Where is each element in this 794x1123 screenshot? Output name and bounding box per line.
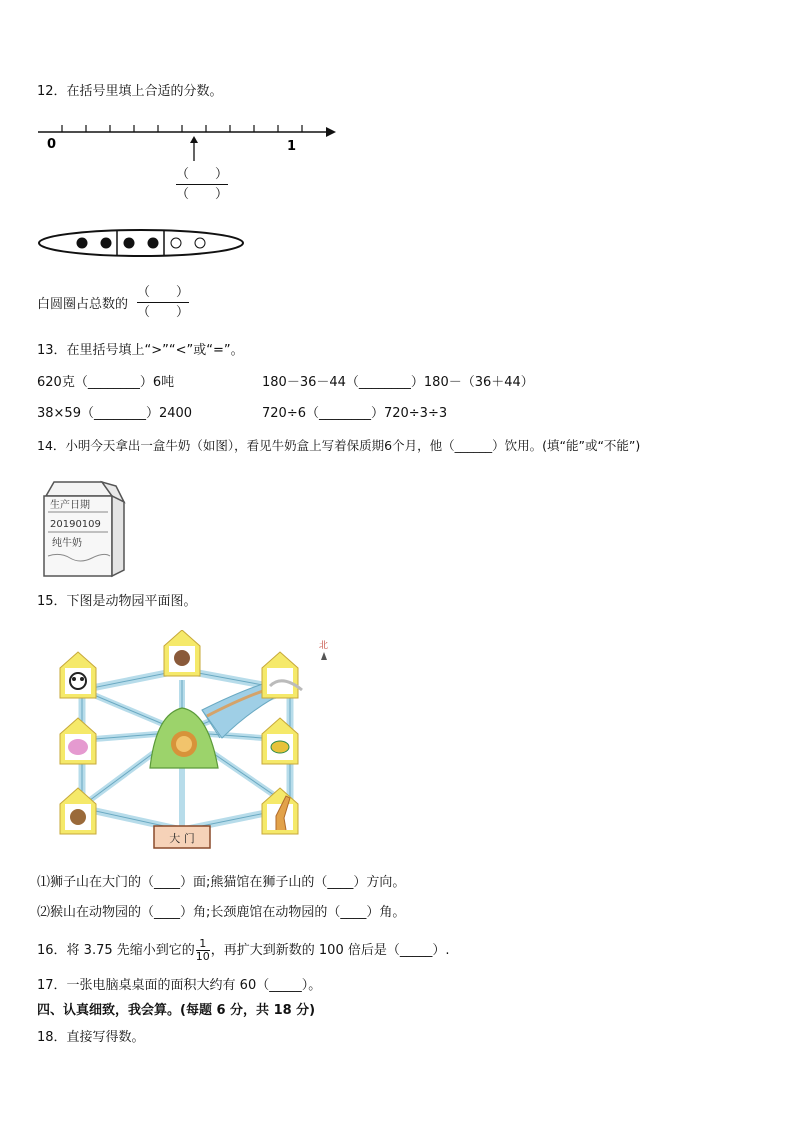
- fraction-bar: [137, 302, 189, 303]
- monkey2-icon: [70, 809, 86, 825]
- tick-label-0: 0: [47, 137, 57, 152]
- house-monkey2: [60, 788, 96, 834]
- gate-label: 大 门: [169, 832, 195, 845]
- q13-title: 13．在里括号填上“>”“<”或“=”。: [37, 343, 244, 358]
- white-circle: [195, 238, 205, 248]
- north-arrow-icon: [321, 652, 327, 660]
- house-monkey: [164, 630, 200, 676]
- tick-label-1: 1: [287, 139, 297, 154]
- black-circle: [77, 238, 88, 249]
- fish-icon: [271, 741, 289, 753]
- q12-fraction2-answer[interactable]: [137, 284, 189, 321]
- q18-text: 18．直接写得数。: [37, 1030, 145, 1045]
- milk-carton-image: [40, 476, 128, 580]
- fraction-bar: [176, 184, 228, 185]
- q16-text: [37, 938, 449, 964]
- milk-label-production-date: 生产日期: [50, 500, 90, 511]
- q15-sub2: ⑵猴山在动物园的（____）角;长颈鹿馆在动物园的（____）角。: [37, 905, 406, 920]
- q13-item-4[interactable]: 720÷6（________）720÷3÷3: [262, 406, 448, 421]
- black-circle: [124, 238, 135, 249]
- fraction-numerator: （ ）: [176, 167, 229, 182]
- milk-date: 20190109: [50, 519, 101, 530]
- q13-item-3[interactable]: 38×59（________）2400: [37, 406, 193, 421]
- elephant-icon: [68, 739, 88, 755]
- q12-title: 12．在括号里填上合适的分数。: [37, 84, 223, 99]
- q12-fraction-answer[interactable]: [176, 166, 228, 203]
- q16-frac-num: 1: [199, 937, 207, 950]
- monkey-icon: [174, 650, 190, 666]
- zoo-map: [52, 630, 342, 856]
- fraction-denominator: （ ）: [176, 187, 229, 202]
- house-elephant: [60, 718, 96, 764]
- q15-title: 15．下图是动物园平面图。: [37, 594, 197, 609]
- black-circle: [101, 238, 112, 249]
- section4-heading: 四、认真细致，我会算。(每题 6 分，共 18 分): [37, 1003, 316, 1018]
- q14-text: 14．小明今天拿出一盒牛奶（如图），看见牛奶盒上写着保质期6个月，他（______）饮用。(填“能”或“不能”): [37, 438, 641, 453]
- white-circle: [171, 238, 181, 248]
- circles-ellipse: [36, 226, 248, 260]
- q15-sub1: ⑴狮子山在大门的（____）面;熊猫馆在狮子山的（____）方向。: [37, 875, 406, 890]
- q16-text-after: ，再扩大到新数的 100 倍后是（_____）.: [210, 943, 450, 958]
- number-line-arrow: [326, 127, 336, 137]
- fraction-denominator: （ ）: [137, 305, 190, 320]
- north-label: 北: [319, 641, 329, 651]
- q16-fraction: [196, 938, 210, 963]
- house-panda: [60, 652, 96, 698]
- q17-text: 17．一张电脑桌桌面的面积大约有 60（_____）。: [37, 978, 322, 993]
- q13-item-2[interactable]: 180－36－44（________）180－（36＋44）: [262, 375, 534, 390]
- fraction-numerator: （ ）: [137, 285, 190, 300]
- up-arrow-icon: [186, 136, 202, 162]
- q16-frac-den: 10: [195, 950, 210, 963]
- q16-text-before: 16．将 3.75 先缩小到它的: [37, 943, 195, 958]
- panda-icon: [70, 673, 86, 689]
- q12-circles-text: 白圆圈占总数的: [37, 297, 129, 312]
- house-crane: [262, 652, 302, 698]
- milk-label-pure-milk: 纯牛奶: [52, 538, 82, 549]
- black-circle: [148, 238, 159, 249]
- q13-item-1[interactable]: 620克（________）6吨: [37, 375, 175, 390]
